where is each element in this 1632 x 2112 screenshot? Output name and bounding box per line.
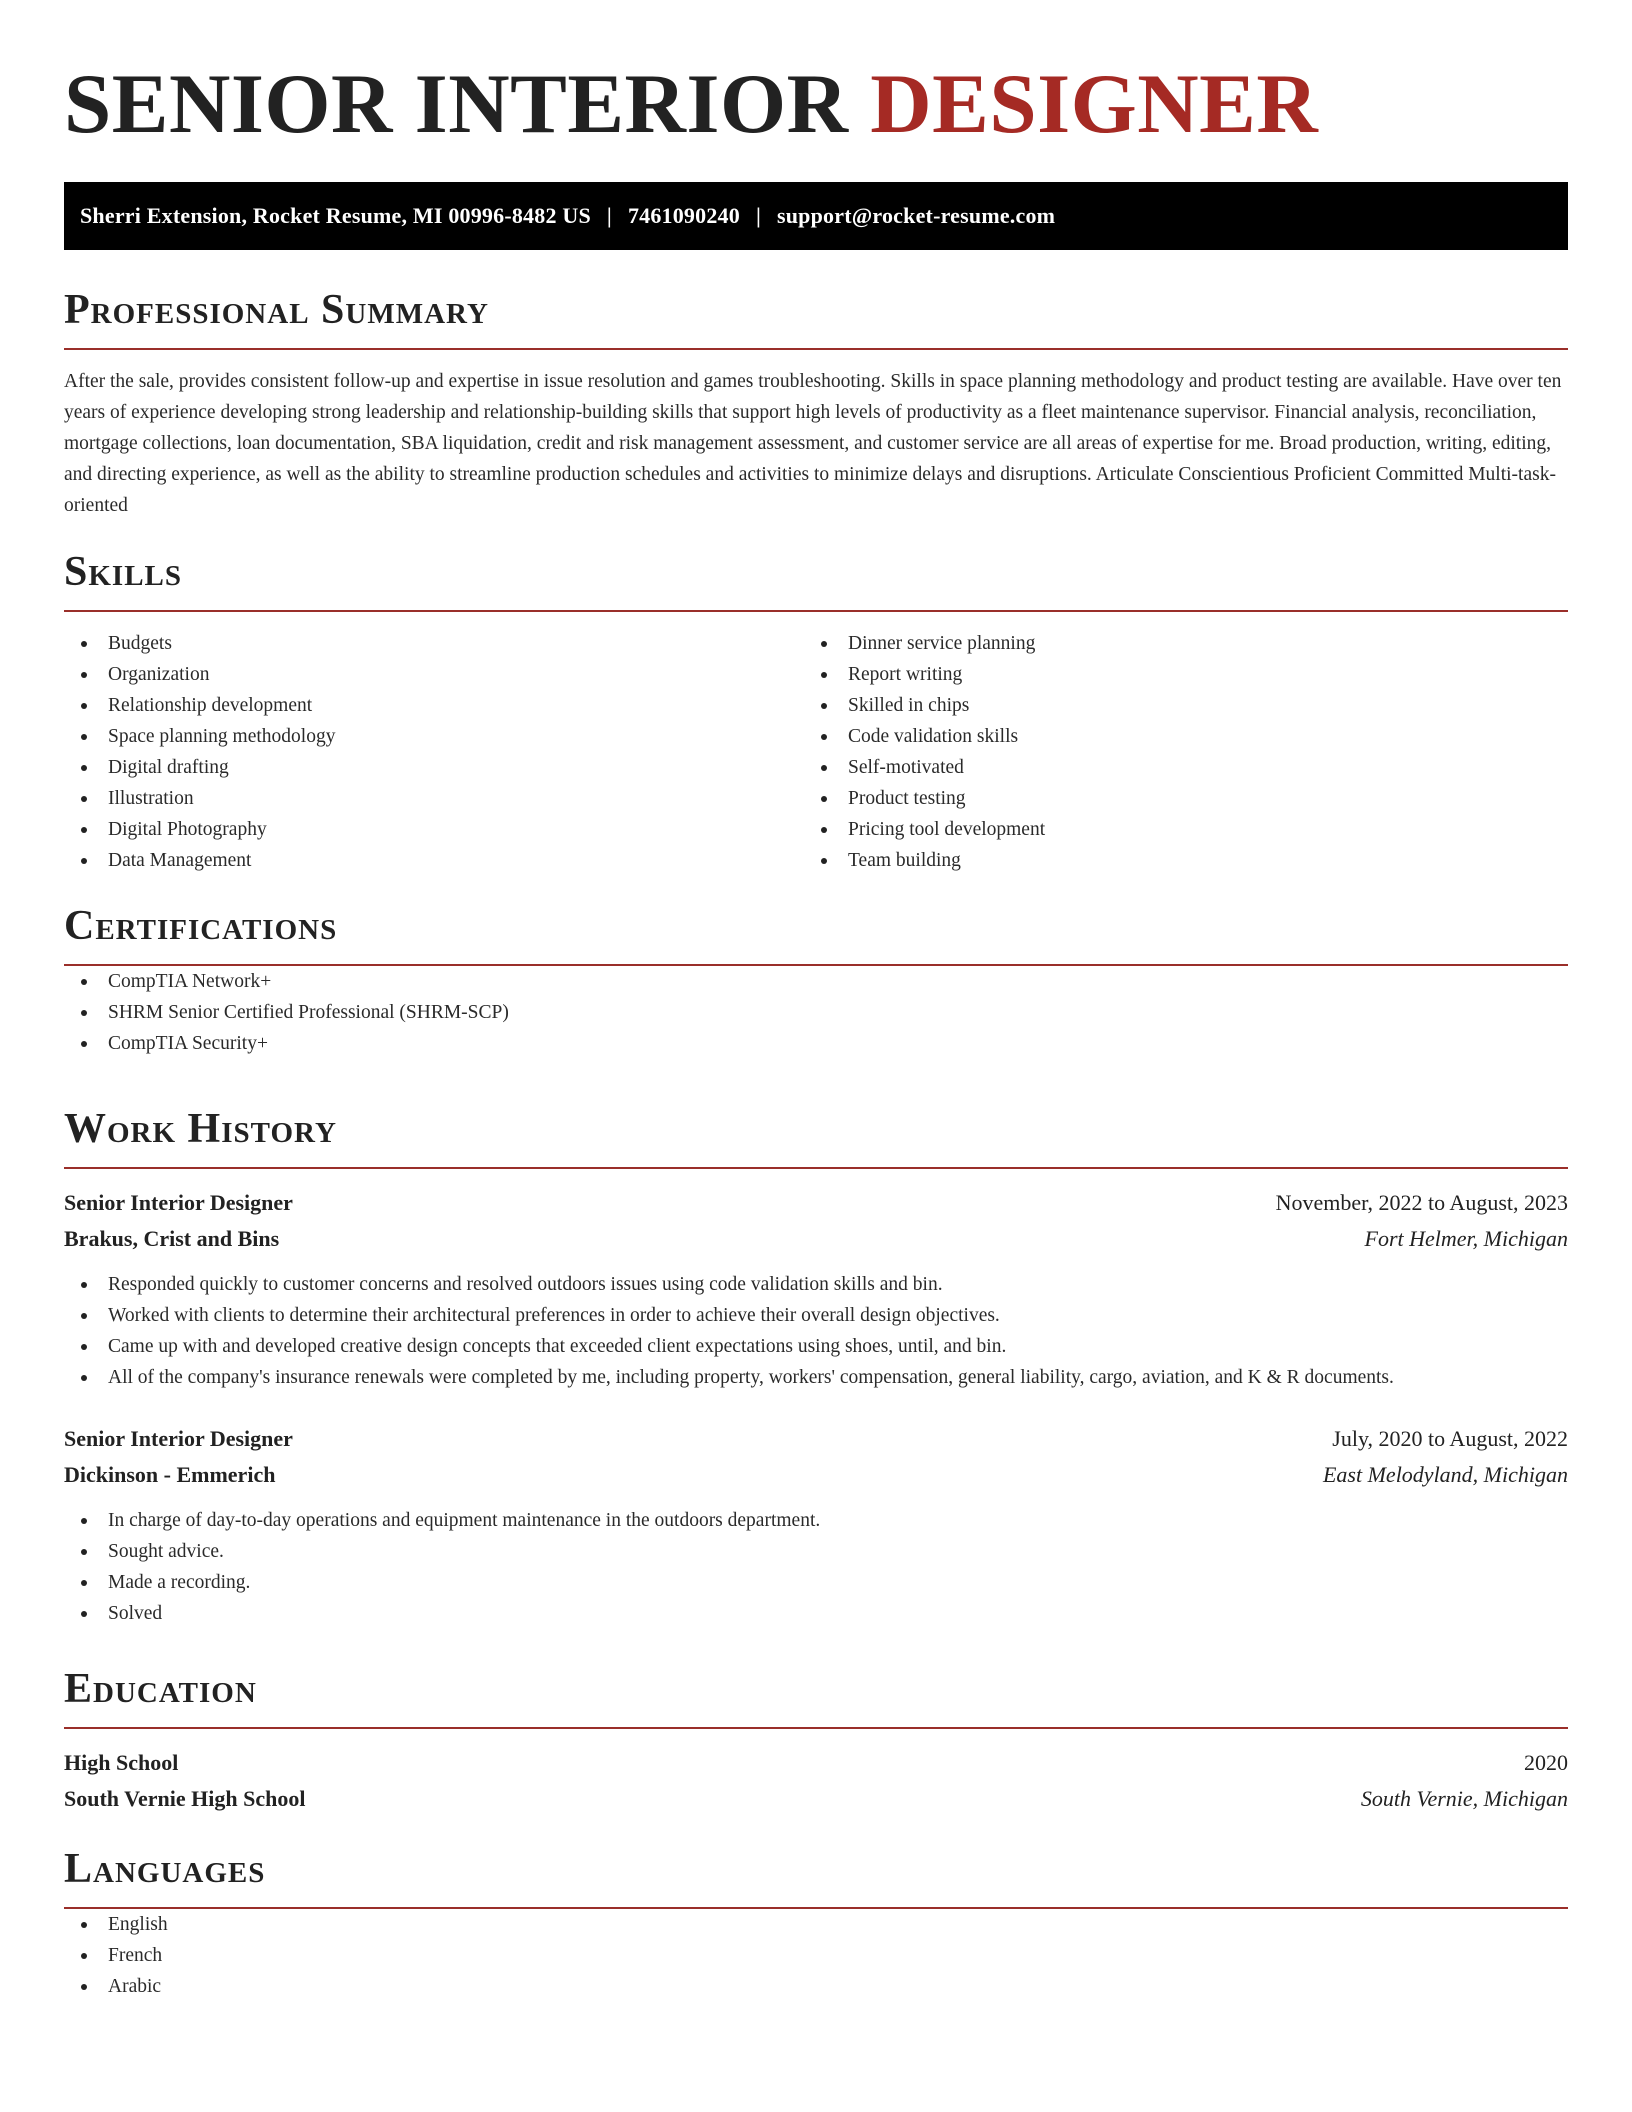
- list-item: Data Management: [64, 845, 804, 876]
- job-bullets: [64, 1505, 1568, 1629]
- list-item: French: [64, 1940, 1568, 1971]
- list-item: Space planning methodology: [64, 721, 804, 752]
- list-item: Self-motivated: [804, 752, 1544, 783]
- skills-column-right: [804, 628, 1544, 876]
- skills-columns: [64, 628, 1568, 876]
- list-item: All of the company's insurance renewals were completed by me, including property, workers' compensation, general liability, cargo, aviation, and K & R documents.: [64, 1362, 1568, 1393]
- education-year: 2020: [1524, 1750, 1568, 1775]
- list-item: Sought advice.: [64, 1536, 1568, 1567]
- work-history-section: [64, 1105, 1568, 1629]
- education-school-row: [64, 1781, 1568, 1817]
- languages-list: [64, 1909, 1568, 2002]
- contact-email[interactable]: support@rocket-resume.com: [776, 203, 1056, 228]
- list-item: Digital drafting: [64, 752, 804, 783]
- list-item: Solved: [64, 1598, 1568, 1629]
- list-item: English: [64, 1909, 1568, 1940]
- list-item: Product testing: [804, 783, 1544, 814]
- list-item: Responded quickly to customer concerns and resolved outdoors issues using code validation skills and bin.: [64, 1269, 1568, 1300]
- title-accent: DESIGNER: [870, 57, 1319, 151]
- contact-phone[interactable]: 7461090240: [627, 203, 740, 228]
- job-title: Senior Interior Designer: [64, 1426, 293, 1451]
- education-section: [64, 1665, 1568, 1817]
- skills-list-left: [64, 628, 804, 876]
- job-title: Senior Interior Designer: [64, 1190, 293, 1215]
- list-item: SHRM Senior Certified Professional (SHRM-SCP): [64, 997, 1568, 1028]
- certifications-section: [64, 902, 1568, 1059]
- job-company-row: [64, 1221, 1568, 1257]
- job-company: Dickinson - Emmerich: [64, 1462, 276, 1487]
- list-item: Arabic: [64, 1971, 1568, 2002]
- list-item: Skilled in chips: [804, 690, 1544, 721]
- education-entry: [64, 1745, 1568, 1817]
- job-header-row: [64, 1421, 1568, 1457]
- job-location: Fort Helmer, Michigan: [1364, 1226, 1568, 1251]
- resume-title: [64, 0, 1568, 150]
- list-item: Report writing: [804, 659, 1544, 690]
- skills-column-left: [64, 628, 804, 876]
- title-main: SENIOR INTERIOR: [64, 57, 849, 151]
- job-company: Brakus, Crist and Bins: [64, 1226, 280, 1251]
- list-item: Budgets: [64, 628, 804, 659]
- list-item: Organization: [64, 659, 804, 690]
- contact-address: Sherri Extension, Rocket Resume, MI 00996-8482 US: [80, 203, 591, 228]
- list-item: Worked with clients to determine their architectural preferences in order to achieve their overall design objectives.: [64, 1300, 1568, 1331]
- contact-separator: |: [755, 203, 761, 228]
- list-item: Code validation skills: [804, 721, 1544, 752]
- job-location: East Melodyland, Michigan: [1322, 1462, 1568, 1487]
- job-bullets: [64, 1269, 1568, 1393]
- job-entry: [64, 1421, 1568, 1629]
- section-divider: [64, 1727, 1568, 1729]
- section-divider: [64, 1167, 1568, 1169]
- certifications-list: [64, 966, 1568, 1059]
- list-item: Pricing tool development: [804, 814, 1544, 845]
- section-divider: [64, 610, 1568, 612]
- job-company-row: [64, 1457, 1568, 1493]
- section-heading: Professional Summary: [64, 287, 489, 333]
- job-entry: [64, 1185, 1568, 1393]
- list-item: Made a recording.: [64, 1567, 1568, 1598]
- education-degree: High School: [64, 1750, 179, 1775]
- job-dates: July, 2020 to August, 2022: [1332, 1426, 1568, 1451]
- section-heading: Skills: [64, 549, 183, 595]
- education-school: South Vernie High School: [64, 1786, 306, 1811]
- contact-bar: [64, 182, 1568, 250]
- skills-list-right: [804, 628, 1544, 876]
- list-item: Came up with and developed creative design concepts that exceeded client expectations using shoes, until, and bin.: [64, 1331, 1568, 1362]
- list-item: Dinner service planning: [804, 628, 1544, 659]
- list-item: CompTIA Network+: [64, 966, 1568, 997]
- skills-section: [64, 548, 1568, 876]
- professional-summary-section: [64, 286, 1568, 521]
- contact-separator: |: [606, 203, 612, 228]
- list-item: Relationship development: [64, 690, 804, 721]
- list-item: Illustration: [64, 783, 804, 814]
- summary-text: After the sale, provides consistent follow-up and expertise in issue resolution and games troubleshooting. Skills in space planning methodology and product testing are available. Have over ten years of experience developing strong leadership and relationship-building skills that support high levels of productivity as a fleet maintenance supervisor. Financial analysis, reconciliation, mortgage collections, loan documentation, SBA liquidation, credit and risk management assessment, and customer service are all areas of expertise for me. Broad production, writing, editing, and directing experience, as well as the ability to streamline production schedules and activities to minimize delays and disruptions. Articulate Conscientious Proficient Committed Multi-task-oriented: [64, 371, 1562, 516]
- list-item: Team building: [804, 845, 1544, 876]
- languages-section: [64, 1845, 1568, 2002]
- section-divider: [64, 348, 1568, 350]
- education-header-row: [64, 1745, 1568, 1781]
- section-heading: Work History: [64, 1106, 337, 1152]
- section-heading: Languages: [64, 1846, 266, 1892]
- list-item: CompTIA Security+: [64, 1028, 1568, 1059]
- job-header-row: [64, 1185, 1568, 1221]
- list-item: In charge of day-to-day operations and equipment maintenance in the outdoors department.: [64, 1505, 1568, 1536]
- section-heading: Certifications: [64, 903, 338, 949]
- education-location: South Vernie, Michigan: [1360, 1786, 1568, 1811]
- list-item: Digital Photography: [64, 814, 804, 845]
- job-dates: November, 2022 to August, 2023: [1275, 1190, 1568, 1215]
- section-heading: Education: [64, 1666, 257, 1712]
